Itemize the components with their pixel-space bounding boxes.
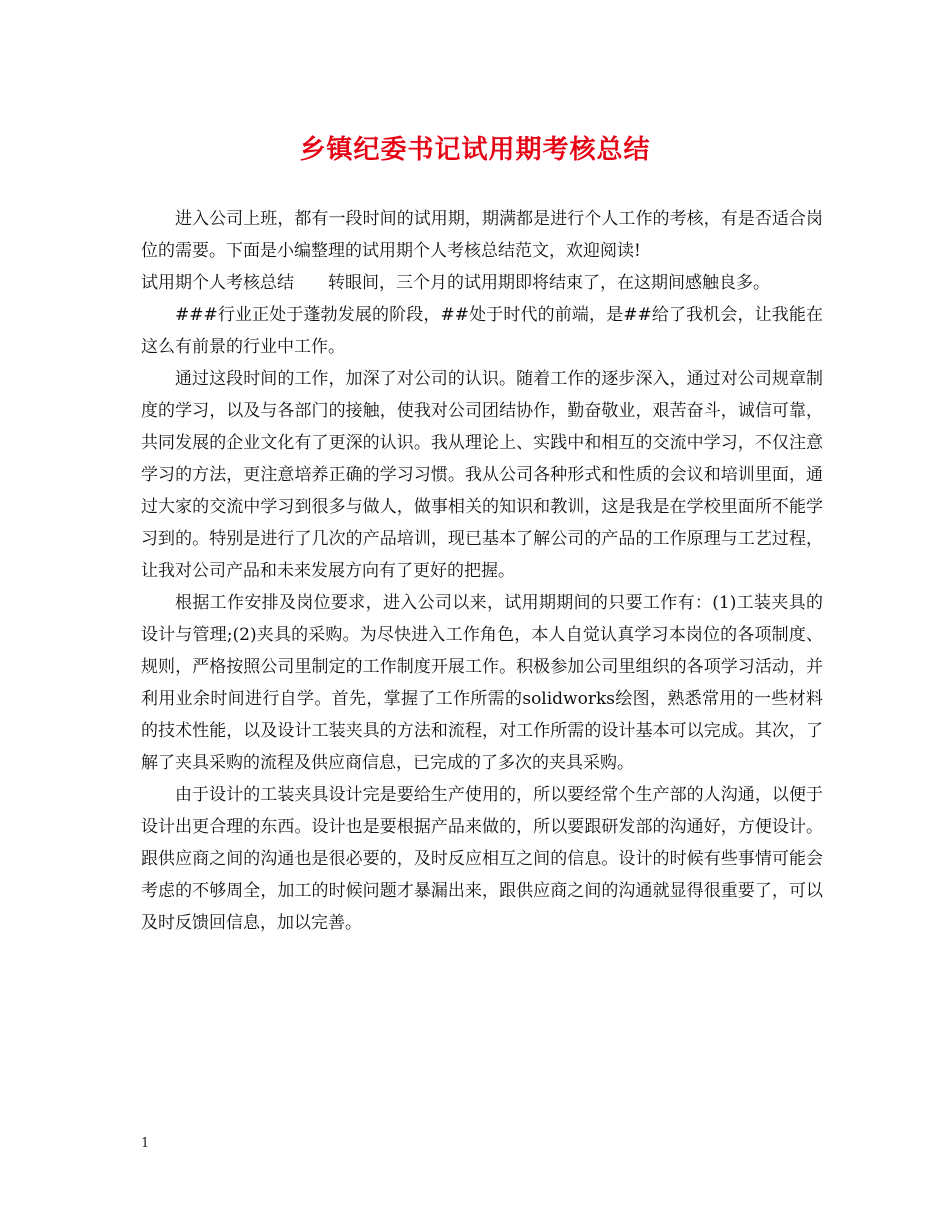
intro-paragraph: 进入公司上班，都有一段时间的试用期，期满都是进行个人工作的考核，有是否适合岗位的需要。下面是小编整理的试用期个人考核总结范文，欢迎阅读! <box>141 209 823 261</box>
section-lead: 转眼间，三个月的试用期即将结束了，在这期间感触良多。 <box>328 273 770 293</box>
section-heading-line <box>141 267 823 299</box>
body-paragraph-2: 通过这段时间的工作，加深了对公司的认识。随着工作的逐步深入，通过对公司规章制度的学习，以及与各部门的接触，使我对公司团结协作，勤奋敬业，艰苦奋斗，诚信可靠，共同发展的企业文化有了更深的认识。我从理论上、实践中和相互的交流中学习，不仅注意学习的方法，更注意培养正确的学习习惯。我从公司各种形式和性质的会议和培训里面，通过大家的交流中学习到很多与做人，做事相关的知识和教训，这是我是在学校里面所不能学习到的。特别是进行了几次的产品培训，现已基本了解公司的产品的工作原理与工艺过程，让我对公司产品和未来发展方向有了更好的把握。 <box>141 369 823 581</box>
section-heading: 试用期个人考核总结 <box>141 273 294 293</box>
body-paragraph-3: 根据工作安排及岗位要求，进入公司以来，试用期期间的只要工作有：(1)工装夹具的设计与管理;(2)夹具的采购。为尽快进入工作角色，本人自觉认真学习本岗位的各项制度、规则，严格按照公司里制定的工作制度开展工作。积极参加公司里组织的各项学习活动，并利用业余时间进行自学。首先，掌握了工作所需的solidworks绘图，熟悉常用的一些材料的技术性能，以及设计工装夹具的方法和流程，对工作所需的设计基本可以完成。其次，了解了夹具采购的流程及供应商信息，已完成的了多次的夹具采购。 <box>141 593 823 773</box>
body-paragraph-1: ###行业正处于蓬勃发展的阶段，##处于时代的前端，是##给了我机会，让我能在这么有前景的行业中工作。 <box>141 305 823 357</box>
document-body <box>141 203 823 939</box>
document-title: 乡镇纪委书记试用期考核总结 <box>299 135 651 165</box>
page-number: 1 <box>141 1136 150 1151</box>
body-paragraph-4: 由于设计的工装夹具设计完是要给生产使用的，所以要经常个生产部的人沟通，以便于设计出更合理的东西。设计也是要根据产品来做的，所以要跟研发部的沟通好，方便设计。跟供应商之间的沟通也是很必要的，及时反应相互之间的信息。设计的时候有些事情可能会考虑的不够周全，加工的时候问题才暴漏出来，跟供应商之间的沟通就显得很重要了，可以及时反馈回信息，加以完善。 <box>141 785 823 933</box>
